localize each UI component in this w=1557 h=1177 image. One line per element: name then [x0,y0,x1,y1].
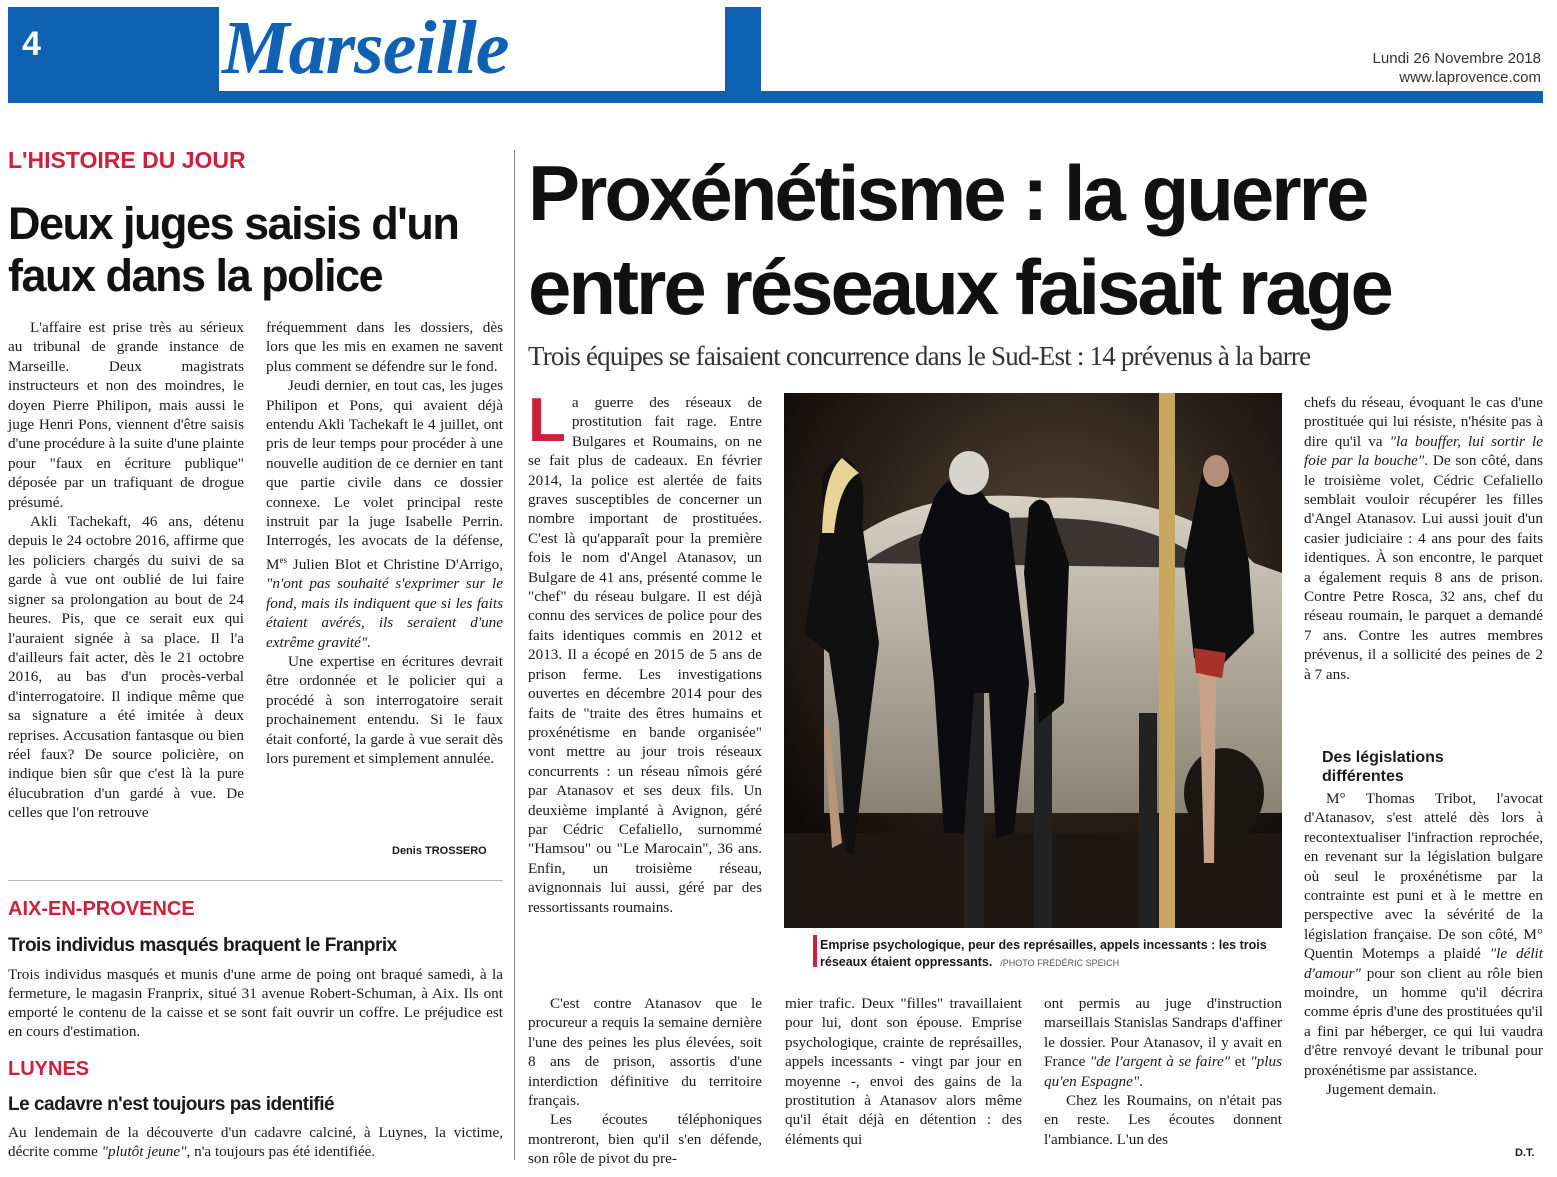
paragraph [528,386,762,917]
paragraph [1304,789,1543,1080]
paragraph: fréquemment dans les dossiers, dès lors que les mis en examen ne savent plus comment se défendre sur le fond. [266,319,503,375]
paragraph: Jugement demain. [1326,1081,1437,1099]
text-run: pour son client au rôle bien moindre, un homme qu'il décrira comme épris d'une des prostituées qu'il a fini par héberger, ce qui lui vaudra d'être renvoyé devant le tribunal pour proxénétisme par assistance. [1304,964,1543,1079]
website-link[interactable]: www.laprovence.com [1399,69,1541,86]
street-scene-photo [784,393,1282,928]
quote: "n'ont pas souhaité s'exprimer sur le fond, mais ils indiquent que si les faits étaient avérés, ils seraient d'une extrême gravité". [266,575,503,651]
photo-credit: /PHOTO FRÉDÉRIC SPEICH [1000,958,1120,968]
brief-title-luynes: Le cadavre n'est toujours pas identifié [8,1094,335,1115]
paragraph: Une expertise en écritures devrait être ordonnée et le policier qui a procédé à son interrogatoire serait prochainement entendu. Si le faux était conforté, la garde à vue serait dès lors purement et simplement annulée. [266,652,503,767]
quote: "la bouffer, lui sortir le foie par la bouche" [1304,432,1544,470]
left-signature: Denis TROSSERO [392,845,487,857]
main-col4-bottom [1304,789,1543,1100]
left-story-col2 [266,318,503,768]
main-col3 [1044,994,1282,1149]
text-run: Au lendemain de la découverte d'un cadavre calciné, à Luynes, la victime, décrite comme [8,1124,503,1160]
paragraph: Les écoutes téléphoniques montreront, bien qu'il s'en défende, son rôle de pivot du pre- [528,1111,762,1168]
brief-kicker-aix: AIX-EN-PROVENCE [8,898,195,920]
main-photo [784,393,1282,928]
text-run: et [1230,1053,1251,1071]
main-col1 [528,386,762,917]
left-kicker: L'HISTOIRE DU JOUR [8,147,246,173]
page-header [8,7,1543,105]
main-signature: D.T. [1515,1147,1535,1159]
brief-text-luynes [8,1123,503,1161]
paragraph: mier trafic. Deux "filles" travaillaient pour lui, dont son épouse. Emprise psychologique, crainte de représailles, appels incessants - vingt par jour en moyenne -, envoi des gains de la prostitution à Atanasov alors même qu'il était déjà en détention : des éléments qui [785,995,1022,1148]
main-deck: Trois équipes se faisaient concurrence dans le Sud-Est : 14 prévenus à la barre [528,341,1311,371]
paragraph [266,376,503,652]
left-story-col1 [8,318,244,823]
brief-title-aix: Trois individus masqués braquent le Franprix [8,935,397,956]
paragraph: Akli Tachekaft, 46 ans, détenu depuis le 24 octobre 2016, affirme que les policiers chargés du suivi de sa garde à vue ont oublié de lui faire signer sa prolongation au bout de 24 heures. Pis, que ce serait eux qui l'auraient signée à sa place. Il l'a d'ailleurs fait acter, dès le 21 octobre 2016, au bas d'un procès-verbal d'interrogatoire. Il indique même que sa signature a été imitée à deux reprises. Accusation fantasque ou bien réel faux? De source policière, on indique bien sûr que c'est là la pure élucubration d'un gardé à vue. De celles que l'on retrouve [8,513,244,822]
main-subhead: Des législations différentes [1322,749,1444,785]
caption-accent [813,935,817,967]
paragraph: L'affaire est prise très au sérieux au tribunal de grande instance de Marseille. Deux magistrats instructeurs et non des moindres, le doyen Pierre Philipon, mais aussi le juge Henri Pons, viennent d'être saisis d'une procédure à la suite d'une plainte pour "faux en écriture publique" déposée par un trafiquant de drogue présumé. [8,319,244,511]
text-run: M° Thomas Tribot, l'avocat d'Atanasov, s'est attelé dès lors à recontextualiser l'infraction reprochée, en revenant sur la législation bulgare où seul le proxénétisme par la contrainte est puni et à le mettre en perspective avec la sévérité de la législation française. De son côté, M° Quentin Motemps a plaidé [1304,790,1543,963]
caption-text: Emprise psychologique, peur des représailles, appels incessants : les trois réseaux étaient oppressants. [820,938,1267,969]
text-run: Julien Blot et Christine D'Arrigo, [287,555,503,573]
dropcap: L [528,386,566,455]
quote: "plus qu'en Espagne" [1044,1053,1282,1090]
text-run: Jeudi dernier, en tout cas, les juges Philipon et Pons, qui avaient déjà entendu Akli Tachekaft le 4 juillet, ont pris de leur temps pour procéder à une nouvelle audition de ce dernier en tant que partie civile dans ce dossier connexe. Le volet principal reste instruit par la juge Isabelle Perrin. Interrogés, les avocats de la défense, M [266,377,503,573]
quote: "le délit d'amour" [1304,945,1543,982]
brief-separator [8,880,503,881]
main-col2 [785,994,1022,1149]
main-col4-top [1304,393,1543,684]
text-run: . De son côté, dans le troisième volet, Cédric Cefaliello semblait vouloir récupérer les filles d'Angel Atanasov. Lui aussi jouit d'un casier judiciaire : 4 ans pour des faits identiques. À son encontre, le parquet a également requis 8 ans de prison. Contre Petre Rosca, 32 ans, chef du réseau roumain, le parquet a demandé 7 ans. Contre les autres membres prévenus, il a sollicité des peines de 2 à 7 ans. [1304,452,1543,683]
main-headline: Proxénétisme : la guerre entre réseaux faisait rage [528,149,1391,331]
paragraph: Chez les Roumains, on n'était pas en reste. Les écoutes donnent l'ambiance. L'un des [1044,1092,1282,1148]
paragraph: C'est contre Atanasov que le procureur a requis la semaine dernière l'une des peines les plus élevées, soit 8 ans de prison, assortis d'une interdiction définitive du territoire français. [528,995,762,1110]
main-col1-bottom [528,994,762,1169]
superscript: es [279,554,288,565]
issue-date: Lundi 26 Novembre 2018 [1372,50,1541,67]
text-run: ont permis au juge d'instruction marseillais Stanislas Sandraps d'affiner le dossier. Pour Atanasov, il y avait en France [1044,995,1282,1071]
text-run: , n'a toujours pas été identifiée. [186,1143,376,1160]
column-rule [514,150,515,1160]
text-run: chefs du réseau, évoquant le cas d'une prostituée qui lui résiste, n'hésite pas à dire qu'il va [1304,394,1543,450]
header-rule [8,91,1543,103]
brief-kicker-luynes: LUYNES [8,1058,90,1080]
photo-caption [820,937,1282,972]
brief-text-aix: Trois individus masqués et munis d'une arme de poing ont braqué samedi, à la fermeture, le magasin Franprix, situé 31 avenue Robert-Schuman, à Aix. Ils ont emporté le contenu de la caisse et se sont fait ouvrir un coffre. Le préjudice est en cours d'estimation. [8,966,503,1040]
quote: "plutôt jeune" [101,1143,187,1160]
left-headline: Deux juges saisis d'un faux dans la police [8,198,459,301]
page-number: 4 [22,25,41,63]
text-run: . [1139,1072,1144,1090]
text-run: a guerre des réseaux de prostitution fait rage. Entre Bulgares et Roumains, on ne se fait plus de cadeaux. En février 2014, la police est alertée de faits graves susceptibles de concerner un nombre important de prostituées. C'est là qu'apparaît pour la première fois le nom d'Angel Atanasov, un Bulgare de 41 ans, présenté comme le "chef" du réseau bulgare. Il est déjà connu des services de police pour des faits identiques commis en 2012 et 2013. Il a écopé en 2015 de 5 ans de prison ferme. Les investigations ouvertes en décembre 2014 pour des faits de "traite des êtres humains et proxénétisme en bande organisée" vont mettre au jour trois réseaux concurrents : un réseau nîmois géré par Atanasov et ses deux fils. Un deuxième implanté à Avignon, géré par Cédric Cefaliello, surnommé "Hamsou" ou "Le Marocain", 36 ans. Enfin, un troisième réseau, avignonnais lui aussi, géré par des ressortissants roumains. [528,394,762,916]
paragraph [1304,393,1543,684]
section-title: Marseille [222,6,509,90]
paragraph [1044,994,1282,1091]
quote: "de l'argent à se faire" [1089,1053,1231,1071]
issue-date-block [1373,49,1541,87]
